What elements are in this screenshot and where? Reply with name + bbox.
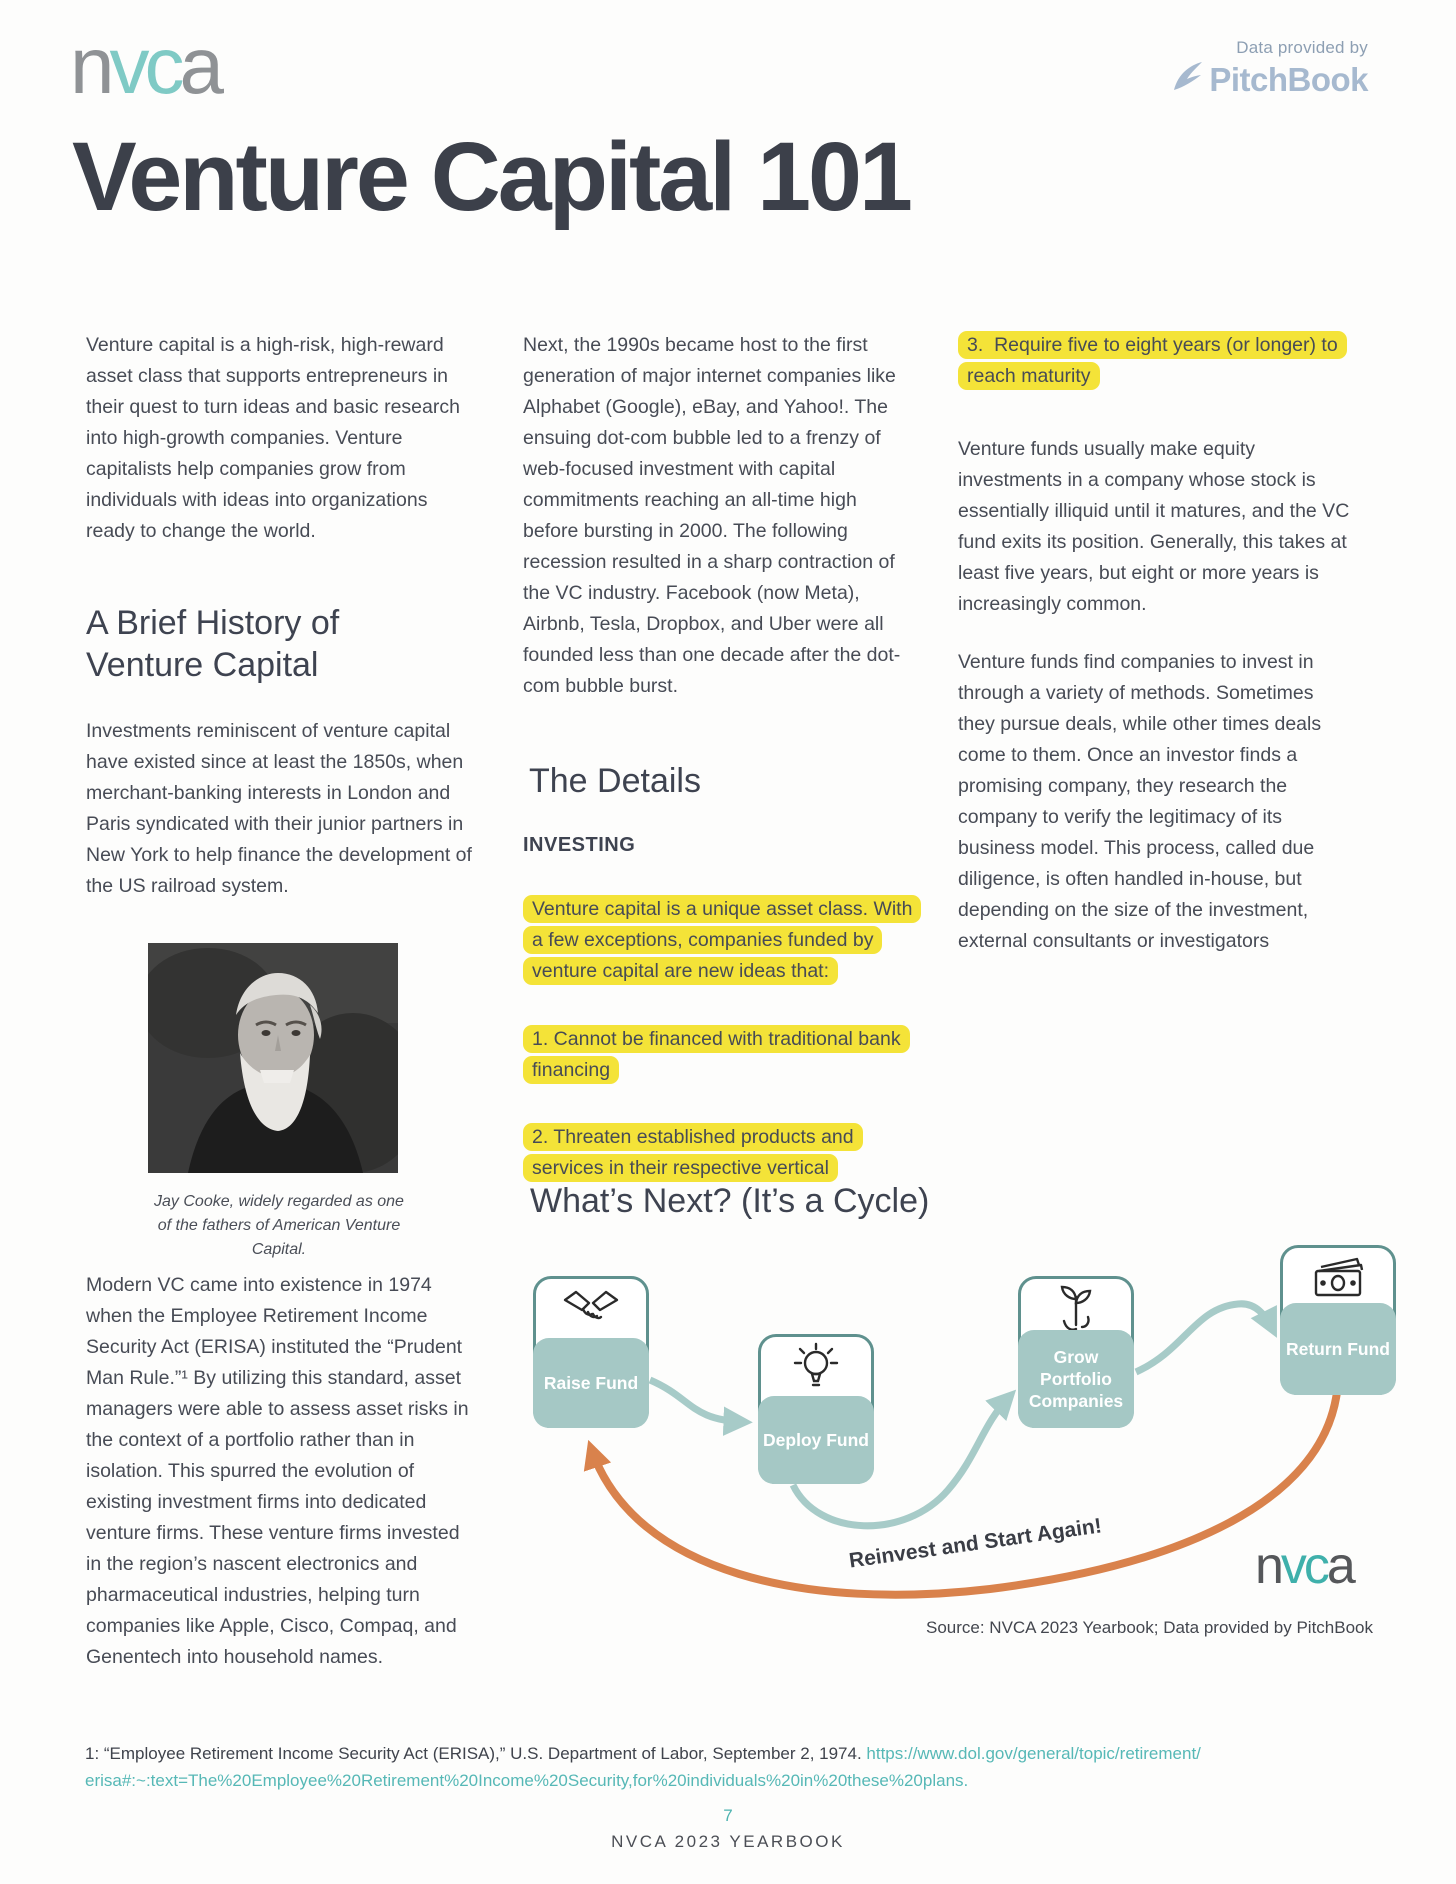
cycle-box-label: Return Fund [1280,1303,1396,1395]
cycle-box-raise-fund [533,1276,649,1428]
highlight-item-1 [523,1024,915,1086]
footnote-link-continued[interactable]: erisa#:~:text=The%20Employee%20Retirement%20Income%20Security,for%20individuals%20in%20these%20plans. [85,1771,969,1790]
money-icon [1283,1250,1393,1304]
cycle-heading: What’s Next? (It’s a Cycle) [530,1182,930,1220]
footnote [85,1740,1395,1794]
nvca-logo-diagram [1255,1537,1353,1595]
handshake-icon [536,1281,646,1335]
source-attribution: Source: NVCA 2023 Yearbook; Data provided by PitchBook [925,1618,1373,1637]
highlight-item-3 [958,330,1350,392]
equity-paragraph: Venture funds usually make equity investments in a company whose stock is essentially illiquid until it matures, and the VC fund exits its position. Generally, this takes at least five years, but eight or more years is increasingly common. [958,438,1350,615]
data-provided-by-label: Data provided by [1236,38,1368,57]
cycle-box-label: Raise Fund [533,1338,649,1428]
highlight-intro [523,894,915,987]
column-2 [523,330,915,1184]
history-heading: A Brief History of Venture Capital [86,604,340,684]
reinvest-label: Reinvest and Start Again! [847,1514,1104,1573]
nvca-logo-letter: n [1255,1537,1281,1595]
arrow-reinvest-loop [591,1392,1337,1595]
history-paragraph: Investments reminiscent of venture capital have existed since at least the 1850s, when merchant-banking interests in London and Paris syndicated with their junior partners in New York to help finance the development of the US railroad system. [86,720,472,897]
sprout-icon [1021,1281,1131,1335]
highlight-text: 1. Cannot be financed with traditional bank financing [523,1025,910,1084]
arrow-grow-to-return [1136,1304,1273,1372]
photo-caption: Jay Cooke, widely regarded as one of the fathers of American Venture Capital. [154,1193,404,1258]
highlight-item-2 [523,1122,915,1184]
cycle-box-grow-portfolio [1018,1276,1134,1428]
arrow-raise-to-deploy [650,1380,744,1422]
pitchbook-attribution [1171,38,1368,99]
footnote-text: 1: “Employee Retirement Income Security Act (ERISA),” U.S. Department of Labor, September 2, 1974. [85,1744,867,1763]
footnote-link[interactable]: https://www.dol.gov/general/topic/retirement/ [866,1744,1201,1763]
pitchbook-logo [1171,60,1368,99]
cycle-box-return-fund [1280,1245,1396,1395]
cycle-arrows [0,1240,1456,1680]
nvca-logo [70,21,219,110]
pitchbook-feather-icon [1171,60,1205,99]
highlight-text: 3. Require five to eight years (or longer) to reach maturity [958,331,1347,390]
details-heading: The Details [529,762,701,800]
investing-subheading: INVESTING [523,834,636,856]
nvca-logo-letter: a [179,21,219,110]
jay-cooke-photo [148,943,398,1173]
page-number: 7 [723,1806,733,1825]
nvca-logo-letter: a [1326,1537,1353,1595]
cycle-box-label: Grow Portfolio Companies [1018,1330,1134,1428]
column-3 [958,330,1350,957]
highlight-text: Venture capital is a unique asset class. With a few exceptions, companies funded by venture capital are new ideas that: [523,895,921,985]
modern-vc-paragraph: Modern VC came into existence in 1974 when the Employee Retirement Income Security Act (ERISA) instituted the “Prudent Man Rule.”¹ By utilizing this standard, asset managers were able to assess asset risks in the context of a portfolio rather than in isolation. This spurred the evolution of existing investment firms into dedicated venture firms. These venture firms invested in the region’s nascent electronics and pharmaceutical industries, helping turn companies like Apple, Cisco, Compaq, and Genentech into household names. [86,1274,469,1668]
nvca-logo-letter: n [70,21,110,110]
nineties-paragraph: Next, the 1990s became host to the first generation of major internet companies like Alphabet (Google), eBay, and Yahoo!. The ensuing dot-com bubble led to a frenzy of web-focused investment with capital commitments reaching an all-time high before bursting in 2000. The following recession resulted in a sharp contraction of the VC industry. Facebook (now Meta), Airbnb, Tesla, Dropbox, and Uber were all founded less than one decade after the dot-com bubble burst. [523,334,901,697]
intro-paragraph: Venture capital is a high-risk, high-reward asset class that supports entrepreneurs in their quest to turn ideas and basic research into high-growth companies. Venture capitalists help companies grow from individuals with ideas into organizations ready to change the world. [86,334,460,542]
lightbulb-icon [761,1339,871,1393]
vc-cycle-diagram [0,1240,1456,1680]
yearbook-footer: NVCA 2023 YEARBOOK [611,1832,845,1851]
cycle-box-deploy-fund [758,1334,874,1484]
pitchbook-logo-text: PitchBook [1209,60,1368,98]
nvca-logo-letter: vc [109,21,180,110]
diligence-paragraph: Venture funds find companies to invest in through a variety of methods. Sometimes they pursue deals, while other times deals come to them. Once an investor finds a promising company, they research the company to verify the legitimacy of its business model. This process, called due diligence, is often handled in-house, but depending on the size of the investment, external consultants or investigators [958,651,1322,952]
nvca-logo-letter: vc [1280,1537,1327,1595]
highlight-text: 2. Threaten established products and services in their respective vertical [523,1123,863,1182]
page-title: Venture Capital 101 [72,122,910,231]
cycle-box-label: Deploy Fund [758,1396,874,1484]
